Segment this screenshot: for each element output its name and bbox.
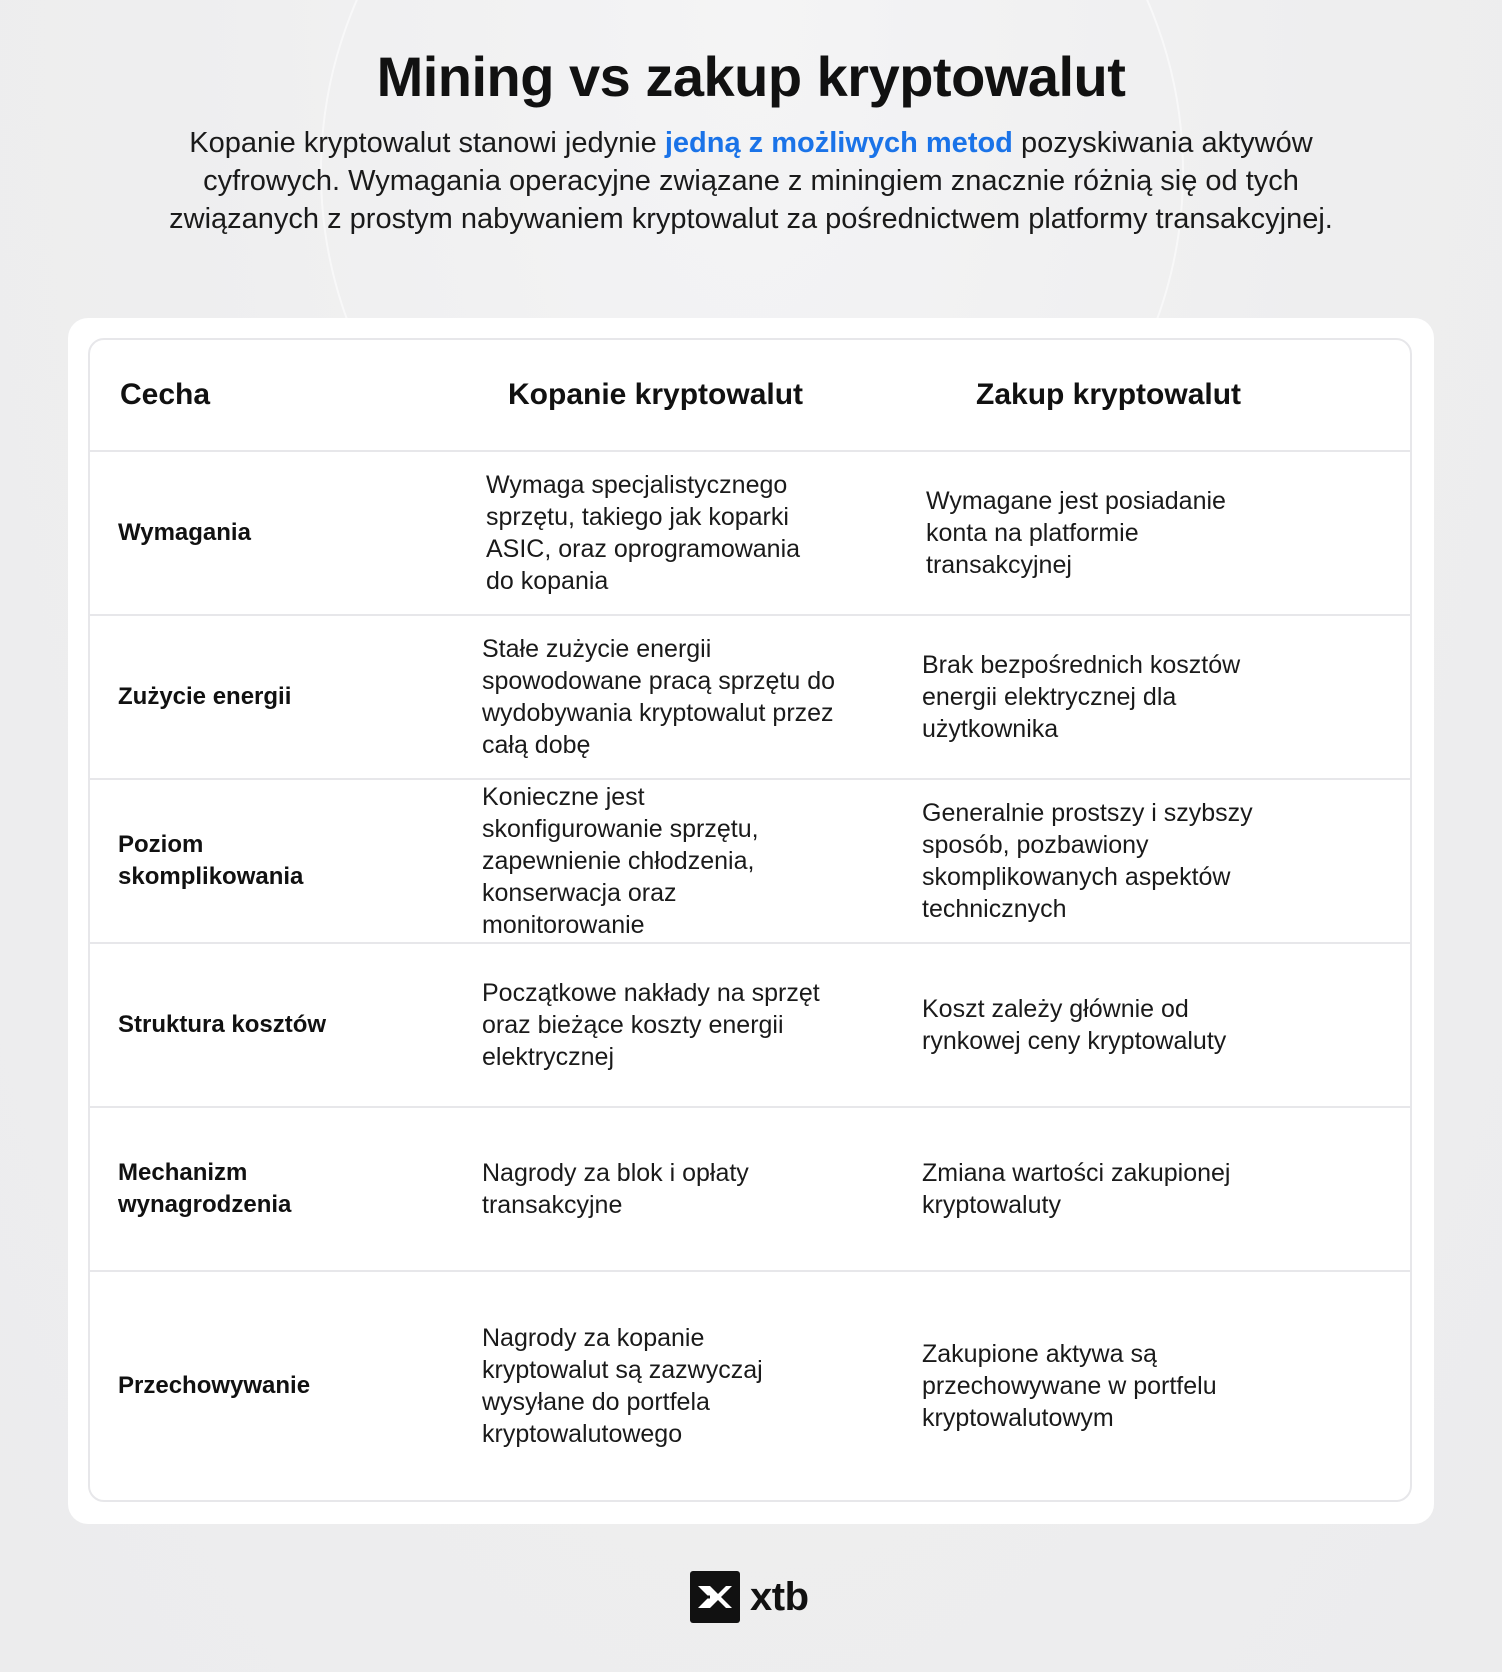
row-mining: Wymaga specjalistycznego sprzętu, takiego jak koparki ASIC, oraz oprogramowania do kopania <box>486 471 801 595</box>
intro-text-after: pozyskiwania aktywów cyfrowych. Wymagania operacyjne związane z miningiem znacznie różnią się od tych związanych z prostym nabywaniem kryptowalut za pośrednictwem platformy transakcyjnej. <box>169 127 1333 235</box>
row-mining: Konieczne jest skonfigurowanie sprzętu, zapewnienie chłodzenia, konserwacja oraz monitorowanie <box>482 783 759 939</box>
xtb-x-logo-icon <box>690 1571 740 1623</box>
table-row <box>90 452 1410 616</box>
comparison-card <box>68 318 1434 1524</box>
table-row <box>90 944 1410 1108</box>
row-buying: Koszt zależy głównie od rynkowej ceny kryptowaluty <box>922 995 1227 1055</box>
table-row <box>90 1272 1410 1500</box>
row-feature: Struktura kosztów <box>118 1011 327 1038</box>
logo-text: xtb <box>750 1574 809 1619</box>
table-header-row <box>90 340 1410 452</box>
row-buying: Zmiana wartości zakupionej kryptowaluty <box>922 1159 1231 1219</box>
row-mining: Nagrody za blok i opłaty transakcyjne <box>482 1159 749 1219</box>
header-buying: Zakup kryptowalut <box>976 378 1242 411</box>
table-row <box>90 780 1410 944</box>
xtb-logo <box>690 1571 809 1623</box>
table-row <box>90 616 1410 780</box>
row-feature: Zużycie energii <box>118 683 292 710</box>
row-feature: Mechanizm wynagrodzenia <box>118 1159 292 1218</box>
row-feature: Przechowywanie <box>118 1372 311 1399</box>
row-mining: Początkowe nakłady na sprzęt oraz bieżące koszty energii elektrycznej <box>482 979 820 1071</box>
header-mining: Kopanie kryptowalut <box>508 378 804 411</box>
row-mining: Nagrody za kopanie kryptowalut są zazwyczaj wysyłane do portfela kryptowalutowego <box>482 1324 763 1448</box>
intro-highlight: jedną z możliwych metod <box>664 127 1013 159</box>
comparison-table <box>88 338 1412 1502</box>
row-buying: Brak bezpośrednich kosztów energii elektrycznej dla użytkownika <box>922 651 1241 743</box>
row-buying: Generalnie prostszy i szybszy sposób, pozbawiony skomplikowanych aspektów technicznych <box>922 799 1253 923</box>
header-feature: Cecha <box>120 378 211 411</box>
row-mining: Stałe zużycie energii spowodowane pracą sprzętu do wydobywania kryptowalut przez całą dobę <box>482 635 836 759</box>
row-feature: Poziom skomplikowania <box>118 831 304 890</box>
table-row <box>90 1108 1410 1272</box>
row-feature: Wymagania <box>118 519 251 546</box>
intro-text-before: Kopanie kryptowalut stanowi jedynie <box>189 127 665 159</box>
row-buying: Wymagane jest posiadanie konta na platformie transakcyjnej <box>926 487 1226 579</box>
page-title: Mining vs zakup kryptowalut <box>376 45 1126 108</box>
intro-paragraph <box>140 124 1362 238</box>
row-buying: Zakupione aktywa są przechowywane w portfelu kryptowalutowym <box>922 1340 1217 1432</box>
